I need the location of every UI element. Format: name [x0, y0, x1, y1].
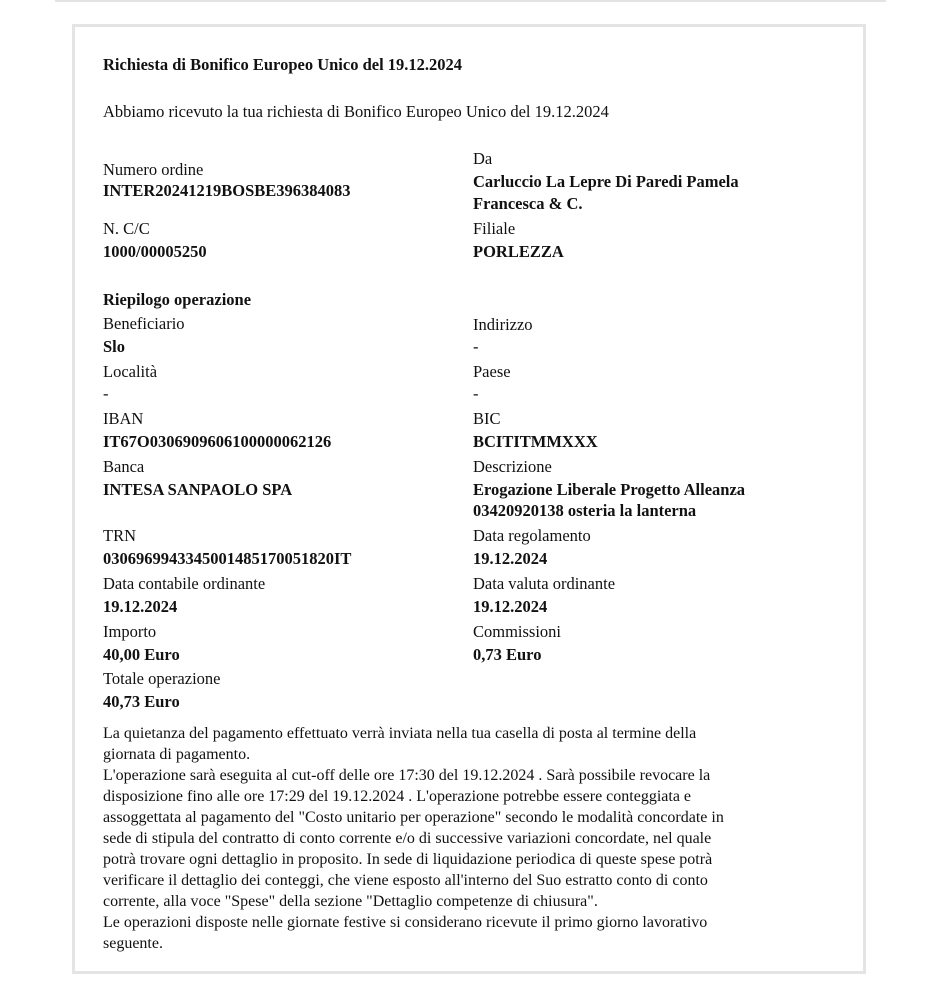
receipt-intro: Abbiamo ricevuto la tua richiesta di Bonifico Europeo Unico del 19.12.2024	[103, 102, 609, 121]
banca-value: INTESA SANPAOLO SPA	[103, 480, 293, 499]
bic-label: BIC	[473, 409, 501, 428]
paese-value: -	[473, 384, 479, 403]
numero-ordine-value: INTER20241219BOSBE396384083	[103, 181, 351, 200]
note-line: sede di stipula del contratto di conto corrente e/o di successive variazioni concordate, nel quale	[103, 830, 712, 847]
trn-label: TRN	[103, 526, 136, 545]
note-line: Le operazioni disposte nelle giornate festive si considerano ricevute il primo giorno lavorativo	[103, 914, 708, 931]
note-line: corrente, alla voce "Spese" della sezione "Dettaglio competenze di chiusura".	[103, 893, 598, 910]
notes-block	[103, 723, 853, 954]
beneficiario-value: Slo	[103, 337, 126, 356]
note-line: verificare il dettaglio dei conteggi, che viene esposto all'interno del Suo estratto conto di conto	[103, 872, 708, 889]
note-line: assoggettata al pagamento del "Costo unitario per operazione" secondo le modalità concordate in	[103, 809, 724, 826]
note-line: disposizione fino alle ore 17:29 del 19.12.2024 . L'operazione potrebbe essere conteggiata e	[103, 788, 692, 805]
descrizione-value-line1: Erogazione Liberale Progetto Alleanza	[473, 480, 746, 499]
indirizzo-label: Indirizzo	[473, 315, 533, 334]
riepilogo-heading: Riepilogo operazione	[103, 290, 252, 309]
ncc-value: 1000/00005250	[103, 242, 207, 261]
importo-value: 40,00 Euro	[103, 645, 180, 664]
da-value-line2: Francesca & C.	[473, 194, 583, 213]
descrizione-value-line2: 03420920138 osteria la lanterna	[473, 501, 697, 520]
totale-value: 40,73 Euro	[103, 692, 180, 711]
data-contabile-label: Data contabile ordinante	[103, 574, 266, 593]
receipt-title: Richiesta di Bonifico Europeo Unico del 19.12.2024	[103, 55, 463, 74]
note-line: giornata di pagamento.	[103, 746, 251, 763]
da-value-line1: Carluccio La Lepre Di Paredi Pamela	[473, 172, 739, 191]
banca-label: Banca	[103, 457, 145, 476]
data-valuta-label: Data valuta ordinante	[473, 574, 616, 593]
note-line: L'operazione sarà eseguita al cut-off delle ore 17:30 del 19.12.2024 . Sarà possibile revocare la	[103, 767, 711, 784]
note-line: potrà trovare ogni dettaglio in proposito. In sede di liquidazione periodica di queste spese potrà	[103, 851, 713, 868]
numero-ordine-label: Numero ordine	[103, 160, 204, 179]
filiale-value: PORLEZZA	[473, 242, 564, 261]
data-valuta-value: 19.12.2024	[473, 597, 548, 616]
commissioni-label: Commissioni	[473, 622, 562, 641]
top-divider	[55, 0, 886, 2]
bic-value: BCITITMMXXX	[473, 432, 598, 451]
filiale-label: Filiale	[473, 219, 516, 238]
iban-label: IBAN	[103, 409, 144, 428]
totale-label: Totale operazione	[103, 669, 221, 688]
importo-label: Importo	[103, 622, 157, 641]
data-regolamento-value: 19.12.2024	[473, 549, 548, 568]
data-contabile-value: 19.12.2024	[103, 597, 178, 616]
localita-label: Località	[103, 362, 158, 381]
note-line: La quietanza del pagamento effettuato verrà inviata nella tua casella di posta al termine della	[103, 725, 697, 742]
descrizione-label: Descrizione	[473, 457, 552, 476]
beneficiario-label: Beneficiario	[103, 314, 185, 333]
commissioni-value: 0,73 Euro	[473, 645, 542, 664]
note-line: seguente.	[103, 935, 163, 952]
data-regolamento-label: Data regolamento	[473, 526, 591, 545]
da-label: Da	[473, 149, 493, 168]
iban-value: IT67O0306909606100000062126	[103, 432, 332, 451]
ncc-label: N. C/C	[103, 219, 150, 238]
paese-label: Paese	[473, 362, 511, 381]
receipt-card	[72, 24, 866, 974]
indirizzo-value: -	[473, 337, 479, 356]
trn-value: 0306969943345001485170051820IT	[103, 549, 352, 568]
localita-value: -	[103, 384, 109, 403]
